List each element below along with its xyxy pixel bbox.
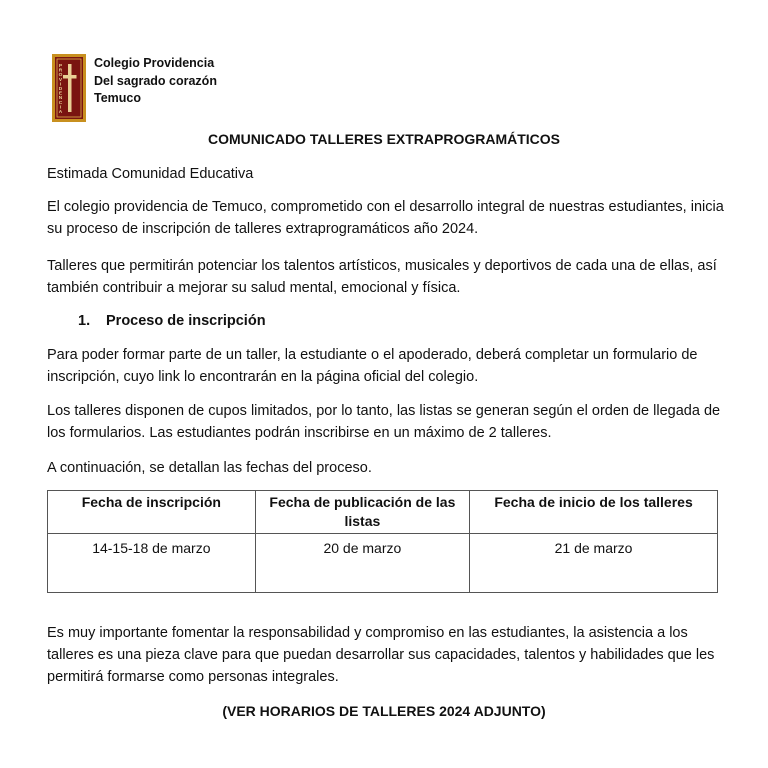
school-header bbox=[94, 55, 217, 108]
school-name: Colegio Providencia bbox=[94, 56, 215, 70]
cross-icon bbox=[68, 64, 72, 112]
table-cell: 21 de marzo bbox=[470, 534, 718, 593]
intro-paragraph: El colegio providencia de Temuco, comprometido con el desarrollo integral de nuestras estudiantes, inicia su proceso de inscripción de talleres extraprogramáticos año 2024. bbox=[47, 199, 724, 237]
section-heading bbox=[78, 313, 266, 329]
greeting: Estimada Comunidad Educativa bbox=[47, 166, 254, 182]
table-header-cell: Fecha de inicio de los talleres bbox=[470, 491, 718, 534]
process-paragraph-2: Los talleres disponen de cupos limitados, por lo tanto, las listas se generan según el orden de llegada de los formularios. Las estudiantes podrán inscribirse en un máximo de 2 talleres. bbox=[47, 403, 721, 441]
table-header-row bbox=[48, 491, 718, 534]
table-header-cell: Fecha de inscripción bbox=[48, 491, 256, 534]
school-logo bbox=[52, 54, 86, 122]
document-title: COMUNICADO TALLERES EXTRAPROGRAMÁTICOS bbox=[207, 131, 561, 147]
table-cell: 14-15-18 de marzo bbox=[48, 534, 256, 593]
section-number: 1. bbox=[78, 313, 91, 329]
process-paragraph-1: Para poder formar parte de un taller, la estudiante o el apoderado, deberá completar un formulario de inscripción, cuyo link lo encontrarán en la página oficial del colegio. bbox=[47, 347, 698, 385]
footer-note: (VER HORARIOS DE TALLERES 2024 ADJUNTO) bbox=[222, 703, 546, 719]
closing-paragraph: Es muy importante fomentar la responsabilidad y compromiso en las estudiantes, la asistencia a los talleres es una pieza clave para que puedan desarrollar sus capacidades, talentos y habilidades que les permitirá formarse como personas integrales. bbox=[47, 625, 715, 685]
talleres-paragraph: Talleres que permitirán potenciar los talentos artísticos, musicales y deportivos de cada una de ellas, así también contribuir a mejorar su salud mental, emocional y física. bbox=[47, 258, 717, 296]
section-title: Proceso de inscripción bbox=[106, 313, 266, 329]
dates-table bbox=[47, 490, 718, 593]
school-city: Temuco bbox=[94, 91, 141, 105]
table-row bbox=[48, 534, 718, 593]
table-cell: 20 de marzo bbox=[255, 534, 469, 593]
school-subtitle: Del sagrado corazón bbox=[94, 73, 217, 88]
process-paragraph-3: A continuación, se detallan las fechas del proceso. bbox=[47, 460, 372, 476]
table-header-cell: Fecha de publicación de las listas bbox=[255, 491, 469, 534]
logo-text: P R O V I D E N C I A bbox=[58, 64, 63, 115]
